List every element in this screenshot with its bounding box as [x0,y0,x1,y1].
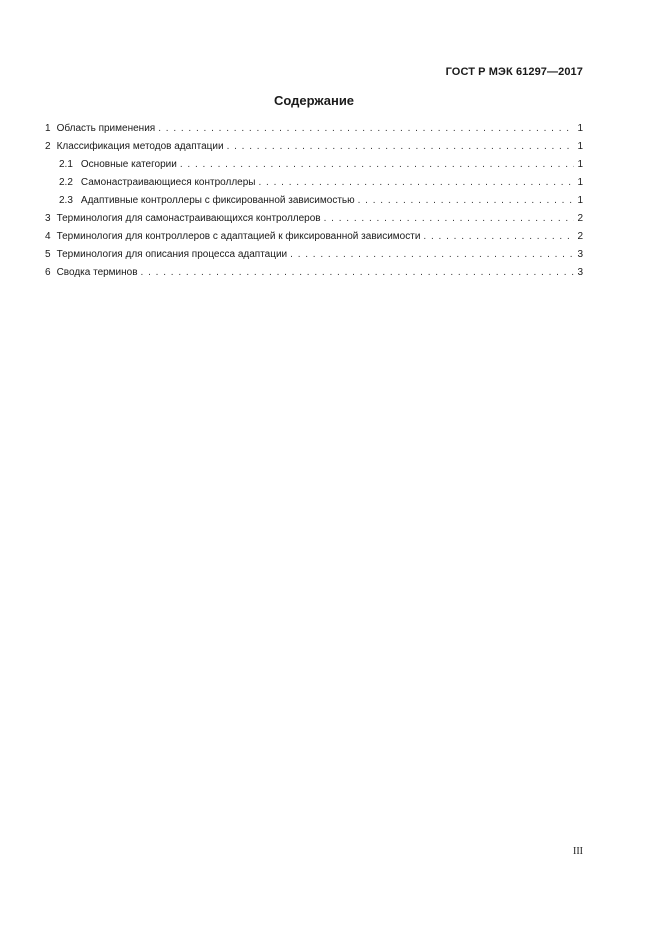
toc-entry-page: 1 [577,195,583,206]
toc-title: Содержание [273,93,355,108]
toc-entry-number: 2.3 [59,195,73,206]
toc-entry-2-3[interactable] [45,192,583,210]
toc-entry-number: 2 [45,141,51,152]
toc-entry-6[interactable] [45,264,583,282]
toc-entry-number: 5 [45,249,51,260]
toc-entry-1[interactable] [45,120,583,138]
toc-entry-page: 1 [577,159,583,170]
toc-entry-page: 1 [577,177,583,188]
toc-entry-label: Самонастраивающиеся контроллеры [80,177,256,188]
toc-entry-2[interactable] [45,138,583,156]
toc-entry-number: 2.2 [59,177,73,188]
toc-entry-page: 2 [577,231,583,242]
toc-dot-leader [324,210,574,228]
toc-entry-page: 3 [577,267,583,278]
toc-entry-number: 3 [45,213,51,224]
toc-entry-3[interactable] [45,210,583,228]
toc-dot-leader [141,264,574,282]
toc-entry-label: Сводка терминов [56,267,138,278]
toc-entry-4[interactable] [45,228,583,246]
toc-entry-number: 2.1 [59,159,73,170]
toc-dot-leader [180,156,574,174]
toc-entry-page: 3 [577,249,583,260]
toc-entry-page: 1 [577,141,583,152]
toc-entry-label: Терминология для описания процесса адаптации [56,249,288,260]
toc-entry-number: 6 [45,267,51,278]
toc-dot-leader [358,192,574,210]
toc-dot-leader [290,246,574,264]
table-of-contents [45,120,583,282]
toc-entry-page: 2 [577,213,583,224]
toc-entry-number: 4 [45,231,51,242]
toc-entry-2-1[interactable] [45,156,583,174]
toc-entry-label: Область применения [56,123,156,134]
toc-entry-5[interactable] [45,246,583,264]
toc-dot-leader [158,120,574,138]
toc-entry-label: Основные категории [80,159,177,170]
toc-entry-2-2[interactable] [45,174,583,192]
toc-dot-leader [227,138,574,156]
document-code: ГОСТ Р МЭК 61297—2017 [445,66,583,78]
page-number: III [573,846,583,857]
toc-entry-label: Классификация методов адаптации [56,141,224,152]
toc-entry-page: 1 [577,123,583,134]
toc-entry-label: Терминология для самонастраивающихся контроллеров [56,213,321,224]
toc-entry-label: Терминология для контроллеров с адаптацией к фиксированной зависимости [56,231,421,242]
toc-dot-leader [258,174,574,192]
toc-dot-leader [423,228,574,246]
toc-entry-label: Адаптивные контроллеры с фиксированной зависимостью [80,195,355,206]
toc-entry-number: 1 [45,123,51,134]
